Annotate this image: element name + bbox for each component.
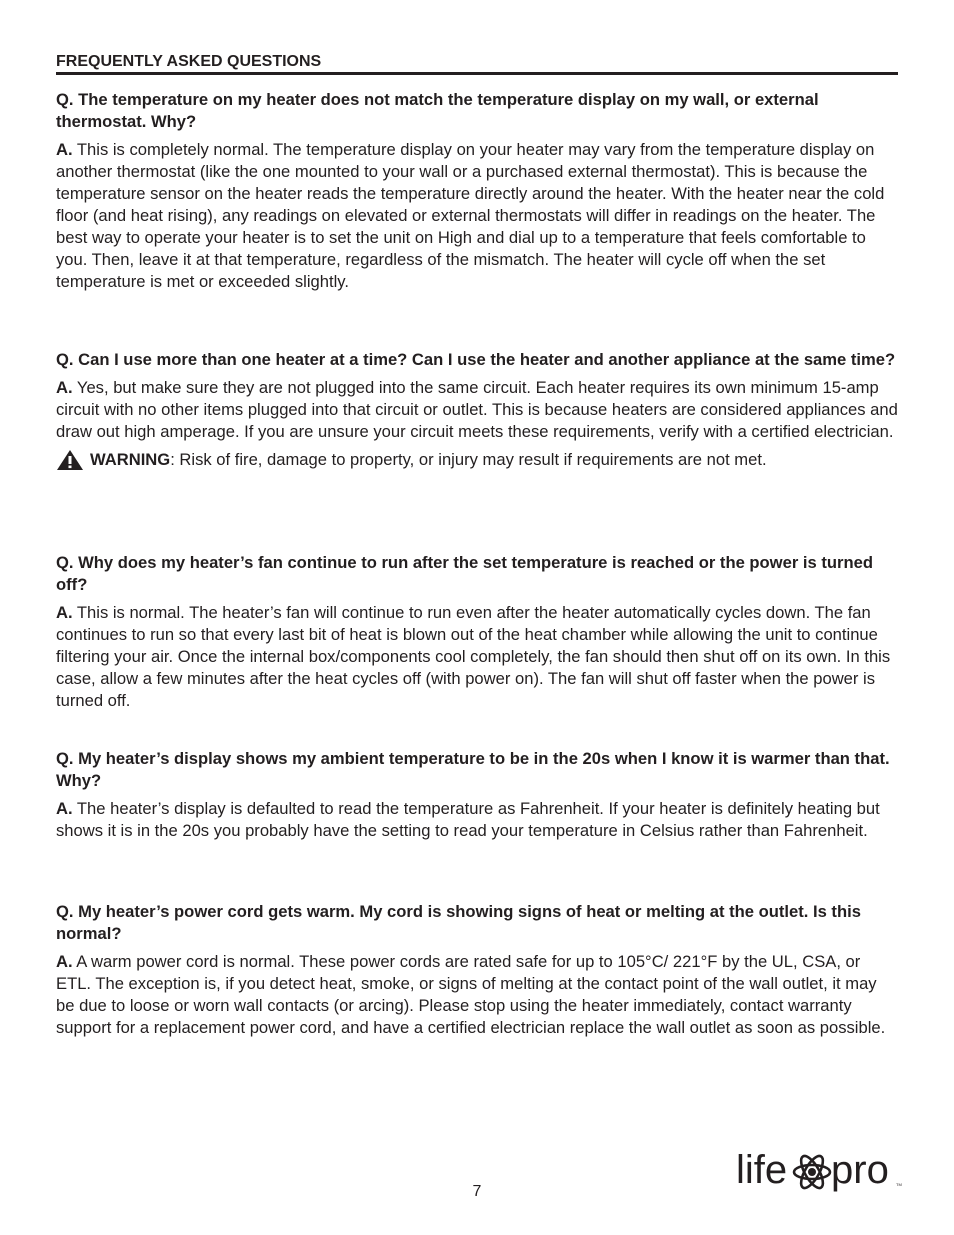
faq-answer <box>56 602 898 712</box>
logo-text-left: life <box>736 1148 788 1192</box>
faq-answer <box>56 377 898 443</box>
answer-text: A warm power cord is normal. These power cords are rated safe for up to 105°C/ 221°F by the UL, CSA, or ETL. The exception is, if you detect heat, smoke, or signs of melting at the contact point of the wall outlet, it may be due to loose or worn wall contacts (or arcing). Please stop using the heater immediately, contact warranty support for a replacement power cord, and have a certified electrician replace the wall outlet as soon as possible. <box>56 952 886 1037</box>
faq-item-4 <box>56 748 898 842</box>
warning-note <box>56 449 898 471</box>
faq-item-3 <box>56 552 898 712</box>
faq-question: Q. The temperature on my heater does not match the temperature display on my wall, or external thermostat. Why? <box>56 90 819 131</box>
lifepro-logo <box>736 1146 906 1198</box>
warning-text: : Risk of fire, damage to property, or injury may result if requirements are not met. <box>170 450 767 469</box>
faq-question: Q. My heater’s display shows my ambient temperature to be in the 20s when I know it is warmer than that. Why? <box>56 749 890 790</box>
logo-trademark: TM <box>896 1182 902 1187</box>
faq-question: Q. My heater’s power cord gets warm. My cord is showing signs of heat or melting at the outlet. Is this normal? <box>56 902 861 943</box>
warning-triangle-icon <box>56 449 84 471</box>
answer-text: The heater’s display is defaulted to read the temperature as Fahrenheit. If your heater is definitely heating but shows it is in the 20s you probably have the setting to read your temperature in Celsius rather than Fahrenheit. <box>56 799 880 840</box>
faq-answer <box>56 139 898 293</box>
faq-answer <box>56 951 898 1039</box>
page-number: 7 <box>472 1183 482 1200</box>
answer-lead: A. <box>56 603 73 622</box>
answer-lead: A. <box>56 140 73 159</box>
faq-item-5 <box>56 901 898 1039</box>
faq-question: Q. Can I use more than one heater at a time? Can I use the heater and another appliance at the same time? <box>56 350 896 369</box>
answer-text: This is normal. The heater’s fan will continue to run even after the heater automatically cycles down. The fan continues to run so that every last bit of heat is blown out of the heat chamber while allowing the unit to continue filtering your air. Once the internal box/components cool completely, the fan should then shut off on its own. In this case, allow a few minutes after the heat cycles off (with power on). The fan will shut off faster when the power is turned off. <box>56 603 891 710</box>
faq-answer <box>56 798 898 842</box>
answer-lead: A. <box>56 952 73 971</box>
answer-lead: A. <box>56 378 73 397</box>
faq-question: Q. Why does my heater’s fan continue to run after the set temperature is reached or the power is turned off? <box>56 553 873 594</box>
answer-lead: A. <box>56 799 73 818</box>
section-title: FREQUENTLY ASKED QUESTIONS <box>56 53 898 75</box>
atom-icon <box>794 1153 830 1191</box>
answer-text: Yes, but make sure they are not plugged into the same circuit. Each heater requires its own minimum 15-amp circuit with no other items plugged into that circuit or outlet. This is because heaters are considered appliances and draw out high amperage. If you are unsure your circuit meets these requirements, verify with a certified electrician. <box>56 378 898 441</box>
faq-item-1 <box>56 89 898 293</box>
warning-label: WARNING <box>90 450 171 469</box>
answer-text: This is completely normal. The temperature display on your heater may vary from the temperature display on another thermostat (like the one mounted to your wall or a purchased external thermostat). This is because the temperature sensor on the heater reads the temperature directly around the heater. With the heater near the cold floor (and heat rising), any readings on elevated or external thermostats will differ in readings on the heater. The best way to operate your heater is to set the unit on High and dial up to a temperature that feels comfortable to you. Then, leave it at that temperature, regardless of the mismatch. The heater will cycle off when the set temperature is met or exceeded slightly. <box>56 140 885 291</box>
logo-text-right: pro <box>831 1148 889 1192</box>
faq-item-2 <box>56 349 898 471</box>
